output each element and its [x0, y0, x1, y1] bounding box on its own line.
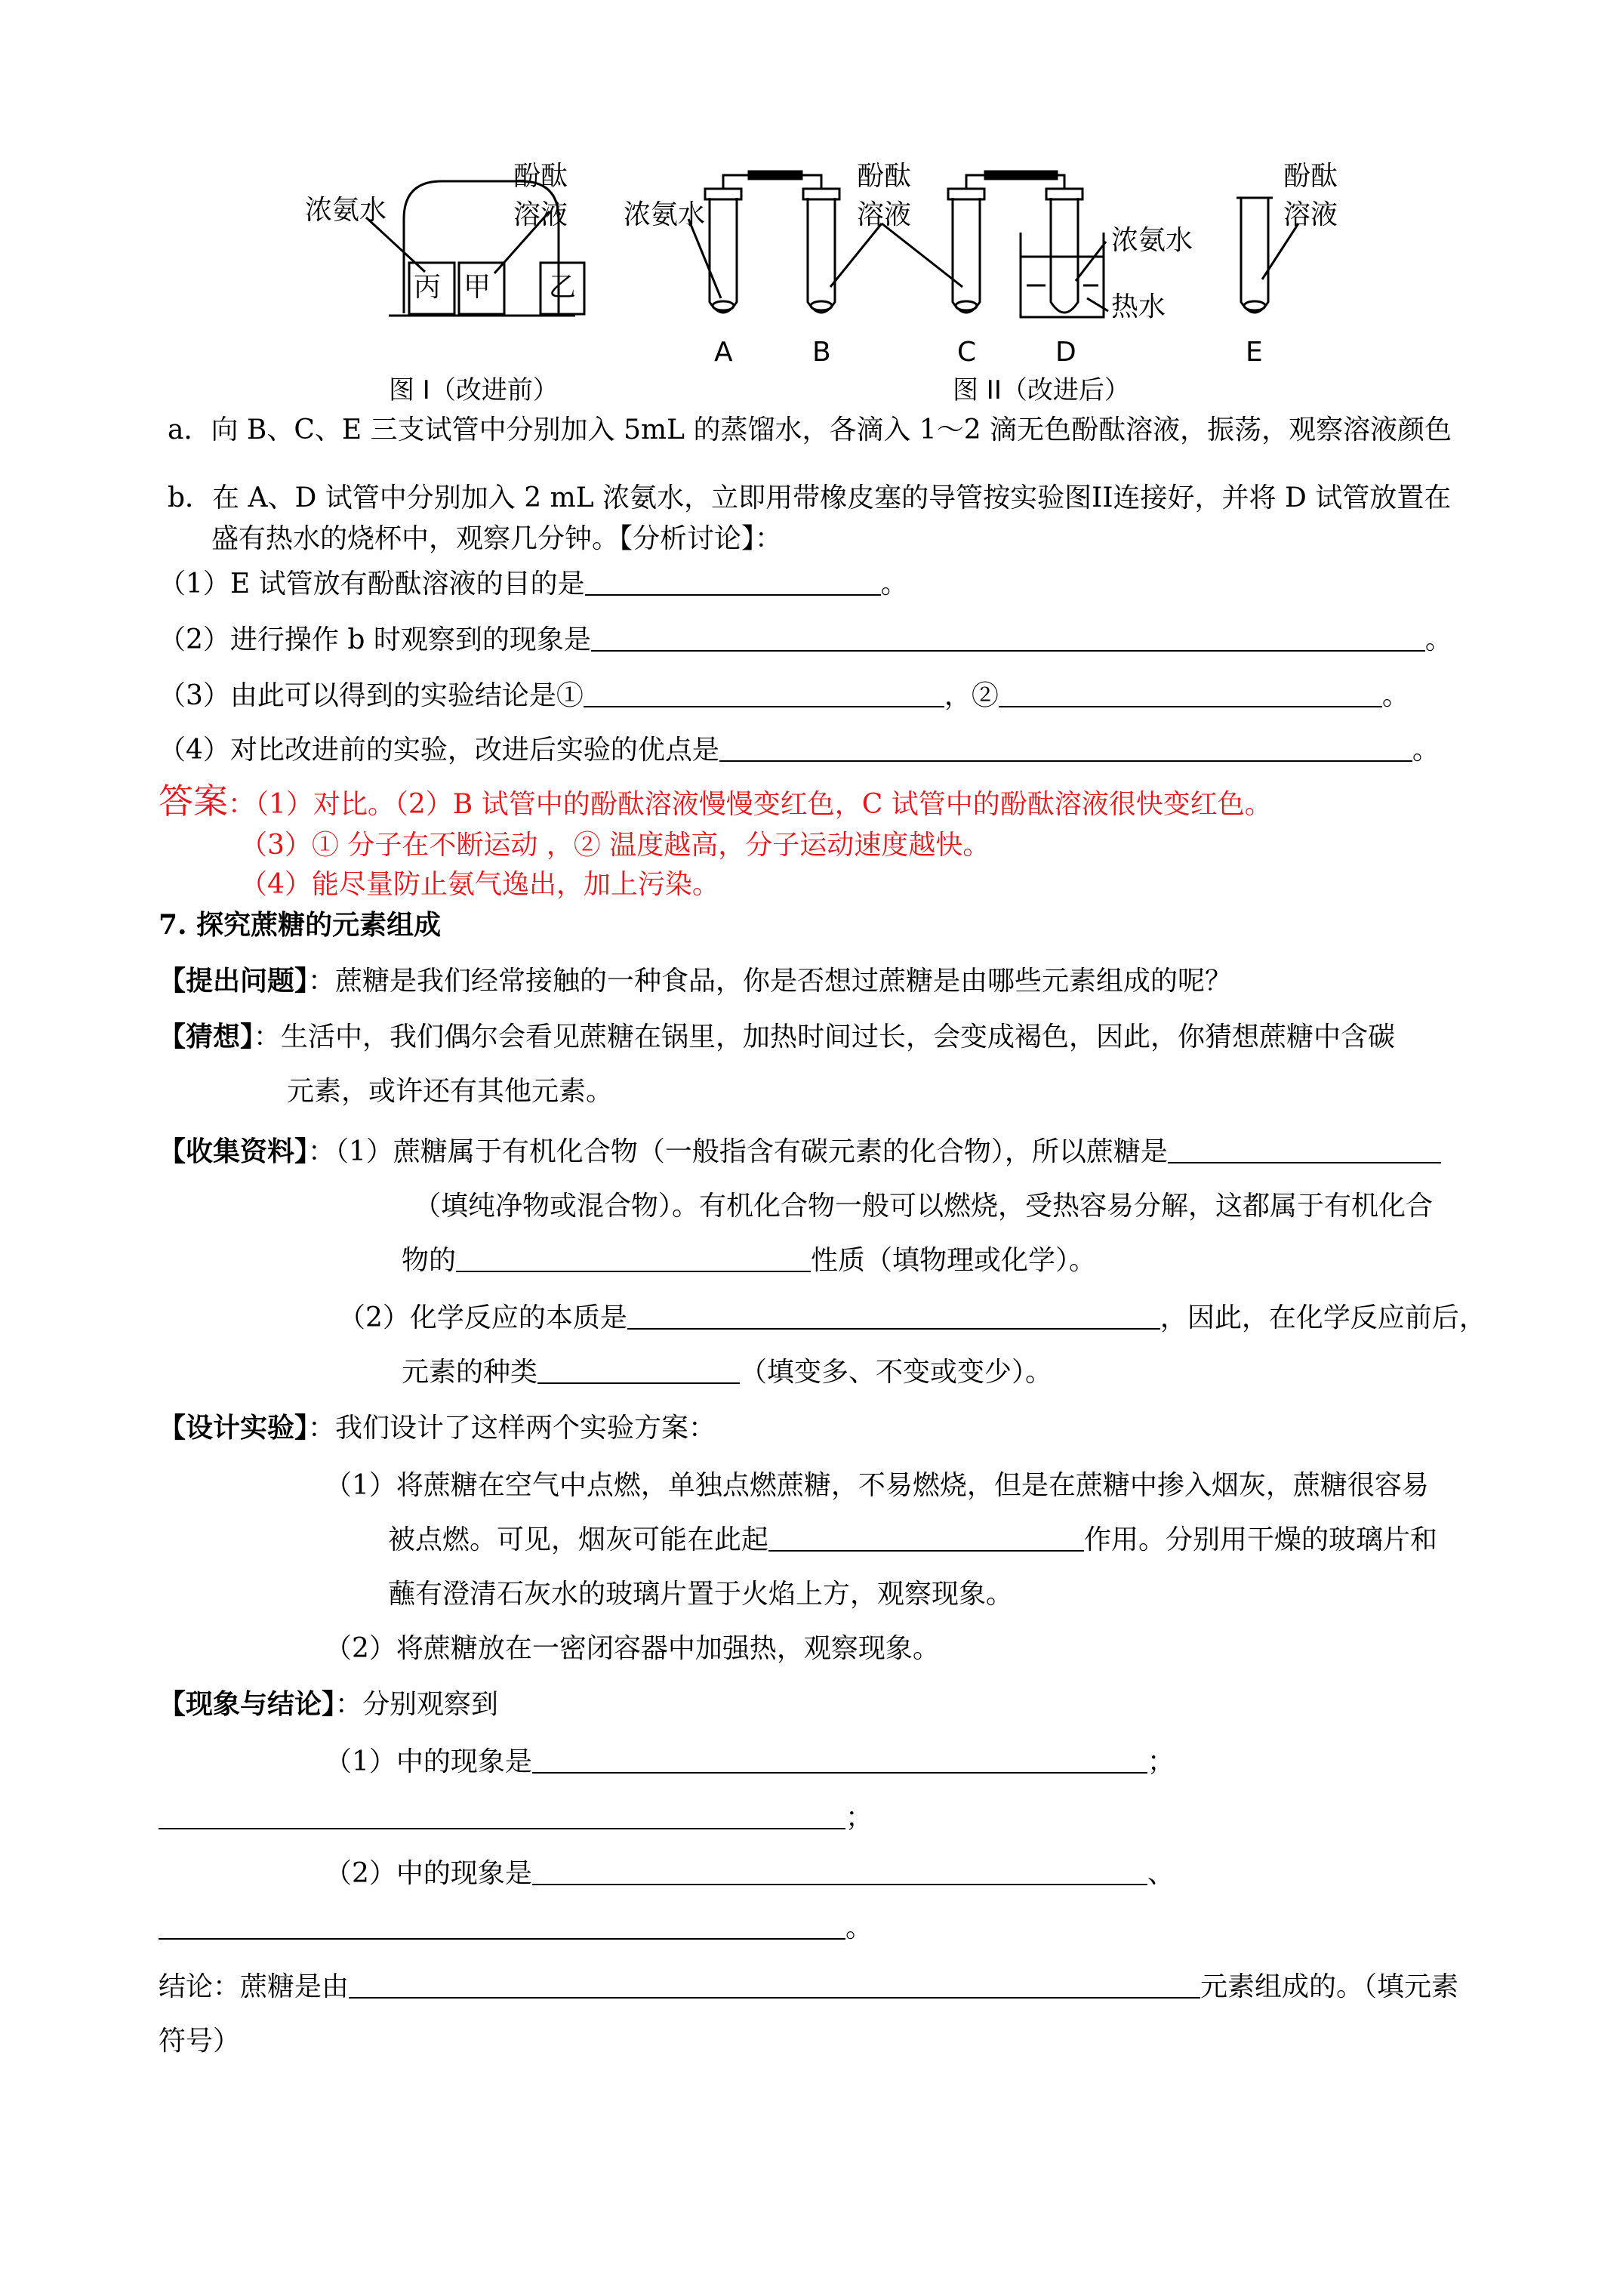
fig2-ammonia-left-label: 浓氨水 [624, 199, 706, 230]
result-2-line-2: 。 [159, 1912, 873, 1944]
blank-property-type[interactable] [456, 1245, 811, 1272]
collect-line-3: 物的 性质（填物理或化学）。 [402, 1245, 1097, 1276]
figure-1-caption: 图 I（改进前） [389, 375, 559, 405]
design-1-line-1: （1）将蔗糖在空气中点燃，单独点燃蔗糖，不易燃烧，但是在蔗糖中掺入烟灰，蔗糖很容易 [325, 1470, 1429, 1501]
result-2-line-1: （2）中的现象是 、 [325, 1858, 1175, 1889]
tube-e-label: E [1246, 337, 1263, 368]
guess-line-1: 【猜想】：生活中，我们偶尔会看见蔗糖在锅里，加热时间过长，会变成褐色，因此，你猜想蔗糖中含碳 [159, 1021, 1396, 1052]
figure-2-apparatus [688, 171, 1298, 317]
step-a: a．向 B、C、E 三支试管中分别加入 5mL 的蒸馏水，各滴入 1～2 滴无色酚酞溶液，振荡，观察溶液颜色 [168, 415, 1452, 445]
tube-d-label: D [1055, 337, 1076, 368]
conclusion-line-1: 结论：蔗糖是由 元素组成的。（填元素 [159, 1971, 1459, 2002]
answer-blank-q3-2[interactable] [999, 680, 1382, 707]
step-b-line1: b．在 A、D 试管中分别加入 2 mL 浓氨水，立即用带橡皮塞的导管按实验图II连接好，并将 D 试管放置在 [168, 482, 1452, 513]
blank-result-1b[interactable] [159, 1802, 845, 1829]
fig1-phenol-label-2: 溶液 [513, 199, 568, 230]
tube-b-label: B [812, 337, 831, 368]
collect-line-5: 元素的种类 （填变多、不变或变少）。 [402, 1357, 1053, 1388]
blank-result-2a[interactable] [532, 1858, 1147, 1885]
tube-a-label: A [714, 337, 733, 368]
answer-line-2: （3）① 分子在不断运动 ，② 温度越高，分子运动速度越快。 [240, 830, 990, 861]
beaker-jia-label: 甲 [463, 272, 491, 303]
answer-blank-q4[interactable] [719, 735, 1412, 762]
blank-ash-role[interactable] [768, 1524, 1084, 1552]
beaker-bing-label: 丙 [414, 272, 442, 303]
collect-line-2: （填纯净物或混合物）。有机化合物一般可以燃烧，受热容易分解，这都属于有机化合 [414, 1191, 1434, 1222]
fig2-ammonia-right-label: 浓氨水 [1111, 225, 1193, 256]
fig2-phenol-e-label-2: 溶液 [1283, 199, 1338, 230]
design-1-line-2: 被点燃。可见，烟灰可能在此起 作用。分别用干燥的玻璃片和 [388, 1524, 1438, 1555]
answer-blank-q1[interactable] [585, 569, 881, 596]
blank-reaction-essence[interactable] [627, 1302, 1160, 1330]
section-7-title: 7. 探究蔗糖的元素组成 [159, 909, 442, 941]
collect-line-1: 【收集资料】：（1）蔗糖属于有机化合物（一般指含有碳元素的化合物），所以蔗糖是 [159, 1136, 1441, 1168]
blank-elements[interactable] [349, 1971, 1200, 1999]
answer-line-1: 答案：（1）对比。（2）B 试管中的酚酞溶液慢慢变红色，C 试管中的酚酞溶液很快变红色。 [159, 781, 1272, 821]
answer-blank-q2[interactable] [591, 624, 1425, 652]
collect-line-4: （2）化学反应的本质是 ，因此，在化学反应前后， [338, 1302, 1486, 1333]
design-intro: 【设计实验】：我们设计了这样两个实验方案： [159, 1412, 716, 1444]
beaker-yi-label: 乙 [549, 272, 577, 303]
blank-pure-or-mixture[interactable] [1168, 1136, 1441, 1163]
result-1-line-1: （1）中的现象是 ； [325, 1746, 1175, 1777]
fig2-phenol-b-label-2: 溶液 [857, 199, 912, 230]
question-2: （2）进行操作 b 时观察到的现象是 。 [159, 624, 1452, 655]
fig2-hot-water-label: 热水 [1111, 291, 1166, 322]
answer-blank-q3-1[interactable] [584, 680, 944, 707]
guess-line-2: 元素，或许还有其他元素。 [287, 1076, 614, 1107]
raise-question: 【提出问题】：蔗糖是我们经常接触的一种食品，你是否想过蔗糖是由哪些元素组成的呢？ [159, 965, 1233, 997]
fig1-ammonia-label: 浓氨水 [305, 195, 387, 226]
question-4: （4）对比改进前的实验，改进后实验的优点是 。 [159, 735, 1440, 766]
experiment-figure [0, 0, 1623, 423]
answer-label: 答案 [159, 781, 228, 821]
blank-result-1a[interactable] [532, 1746, 1147, 1774]
design-2: （2）将蔗糖放在一密闭容器中加强热，观察现象。 [325, 1633, 940, 1664]
figure-2-caption: 图 II（改进后） [953, 375, 1130, 405]
fig1-phenol-label-1: 酚酞 [513, 161, 568, 192]
answer-line-3: （4）能尽量防止氨气逸出，加上污染。 [240, 869, 719, 900]
fig2-phenol-b-label-1: 酚酞 [857, 161, 912, 192]
design-1-line-3: 蘸有澄清石灰水的玻璃片置于火焰上方，观察现象。 [388, 1579, 1014, 1610]
result-intro: 【现象与结论】：分别观察到 [159, 1688, 499, 1720]
blank-result-2b[interactable] [159, 1912, 845, 1940]
step-b-line2: 盛有热水的烧杯中，观察几分钟。【分析讨论】： [211, 523, 783, 554]
question-3: （3）由此可以得到的实验结论是① ，② 。 [159, 680, 1409, 711]
fig2-phenol-e-label-1: 酚酞 [1283, 161, 1338, 192]
blank-element-types[interactable] [537, 1357, 740, 1384]
question-1: （1）E 试管放有酚酞溶液的目的是 。 [159, 569, 908, 599]
result-1-line-2: ； [159, 1801, 873, 1834]
tube-c-label: C [957, 337, 977, 368]
conclusion-line-2: 符号） [159, 2026, 241, 2057]
